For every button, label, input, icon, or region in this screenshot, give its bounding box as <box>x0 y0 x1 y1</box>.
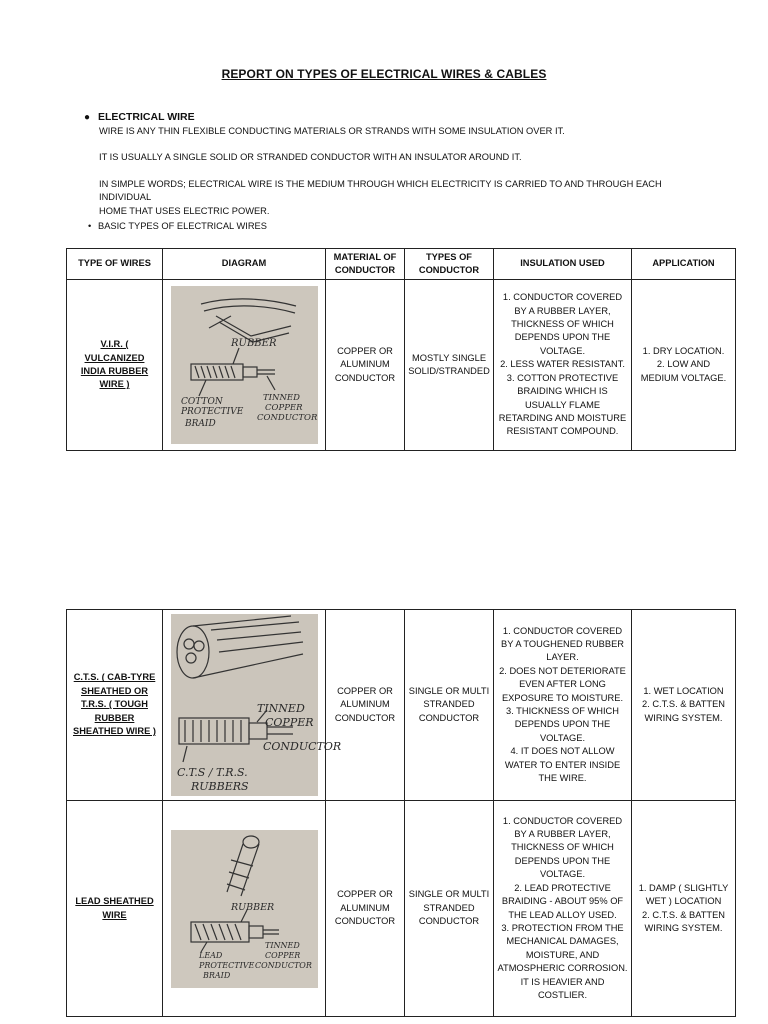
diagram-cell <box>163 801 326 1017</box>
header-diagram: DIAGRAM <box>163 249 326 280</box>
definition-paragraph-3-line-2: HOME THAT USES ELECTRIC POWER. <box>99 205 270 216</box>
diagram-label: CONDUCTOR <box>262 740 341 753</box>
table-row <box>67 280 736 451</box>
wire-types-table-continued <box>66 609 736 1017</box>
wire-name-cell: LEAD SHEATHED WIRE <box>67 801 163 1017</box>
diagram-label: CONDUCTOR <box>256 413 317 423</box>
diagram-label: COPPER <box>264 950 300 960</box>
diagram-label: LEAD <box>198 950 222 960</box>
insulation-cell: 1. CONDUCTOR COVERED BY A TOUGHENED RUBBER LAYER. 2. DOES NOT DETERIORATE EVEN AFTER LONG EXPOSURE TO MOISTURE. 3. THICKNESS OF WHICH DEPENDS UPON THE VOLTAGE. 4. IT DOES NOT ALLOW WATER TO ENTER INSIDE THE WIRE. <box>494 610 632 801</box>
definition-paragraph-2: IT IS USUALLY A SINGLE SOLID OR STRANDED CONDUCTOR WITH AN INSULATOR AROUND IT. <box>99 152 522 162</box>
types-cell: MOSTLY SINGLE SOLID/STRANDED <box>405 280 494 451</box>
basic-types-label: BASIC TYPES OF ELECTRICAL WIRES <box>98 221 267 231</box>
electrical-wire-heading: ELECTRICAL WIRE <box>98 111 195 123</box>
diagram-label: C.T.S / T.R.S. <box>176 766 248 779</box>
definition-paragraph-3-line-1: IN SIMPLE WORDS; ELECTRICAL WIRE IS THE MEDIUM THROUGH WHICH ELECTRICITY IS CARRIED TO AND THROUGH EACH INDIVIDUAL <box>99 178 662 202</box>
wire-name-cell: C.T.S. ( CAB-TYRE SHEATHED OR T.R.S. ( TOUGH RUBBER SHEATHED WIRE ) <box>67 610 163 801</box>
diagram-label: TINNED <box>262 393 300 403</box>
application-cell: 1. DRY LOCATION. 2. LOW AND MEDIUM VOLTAGE. <box>632 280 736 451</box>
definition-paragraph-1: WIRE IS ANY THIN FLEXIBLE CONDUCTING MATERIALS OR STRANDS WITH SOME INSULATION OVER IT. <box>99 125 565 136</box>
header-type-of-wires: TYPE OF WIRES <box>67 249 163 280</box>
diagram-label: TINNED <box>256 702 305 715</box>
electrical-wire-section <box>84 111 714 218</box>
diagram-label: COPPER <box>264 716 314 729</box>
report-title: REPORT ON TYPES OF ELECTRICAL WIRES & CABLES <box>221 67 547 81</box>
wire-types-table <box>66 248 736 451</box>
diagram-label: RUBBERS <box>190 780 249 793</box>
table-row <box>67 801 736 1017</box>
diagram-label: CONDUCTOR <box>254 960 312 970</box>
bullet-icon: ● <box>84 112 91 123</box>
insulation-cell: 1. CONDUCTOR COVERED BY A RUBBER LAYER, THICKNESS OF WHICH DEPENDS UPON THE VOLTAGE. 2. LESS WATER RESISTANT. 3. COTTON PROTECTIVE BRAIDING WHICH IS USUALLY FLAME RETARDING AND MOISTURE RESISTANT COMPOUND. <box>494 280 632 451</box>
header-material: MATERIAL OF CONDUCTOR <box>326 249 405 280</box>
diagram-label: TINNED <box>264 940 300 950</box>
diagram-cell <box>163 610 341 801</box>
application-cell: 1. DAMP ( SLIGHTLY WET ) LOCATION 2. C.T.S. & BATTEN WIRING SYSTEM. <box>632 801 736 1017</box>
electrical-wire-heading-row <box>84 111 714 125</box>
diagram-label: PROTECTIVE <box>198 960 254 970</box>
insulation-cell: 1. CONDUCTOR COVERED BY A RUBBER LAYER, THICKNESS OF WHICH DEPENDS UPON THE VOLTAGE. 2. LEAD PROTECTIVE BRAIDING - ABOUT 95% OF THE LEAD ALLOY USED. 3. PROTECTION FROM THE MECHANICAL DAMAGES, MOISTURE, AND ATMOSPHERIC CORROSION. IT IS HEAVIER AND COSTLIER. <box>494 801 632 1017</box>
application-cell: 1. WET LOCATION 2. C.T.S. & BATTEN WIRING SYSTEM. <box>632 610 736 801</box>
small-bullet-icon: • <box>88 221 92 231</box>
diagram-cell <box>163 280 326 451</box>
diagram-label: RUBBER <box>230 901 274 913</box>
diagram-label: BRAID <box>184 419 216 429</box>
types-cell: SINGLE OR MULTI STRANDED CONDUCTOR <box>405 610 494 801</box>
table-row <box>67 610 736 801</box>
material-cell: COPPER OR ALUMINUM CONDUCTOR <box>326 280 405 451</box>
table-header-row <box>67 249 736 280</box>
vir-wire-diagram-image <box>171 286 318 444</box>
material-cell: COPPER OR ALUMINUM CONDUCTOR <box>326 610 405 801</box>
lead-sheathed-wire-diagram-image <box>171 830 318 988</box>
header-application: APPLICATION <box>632 249 736 280</box>
diagram-label: COPPER <box>264 403 303 413</box>
diagram-label: BRAID <box>202 970 230 980</box>
header-insulation: INSULATION USED <box>494 249 632 280</box>
material-cell: COPPER OR ALUMINUM CONDUCTOR <box>326 801 405 1017</box>
header-types-of-conductor: TYPES OF CONDUCTOR <box>405 249 494 280</box>
diagram-label: RUBBER <box>230 338 276 349</box>
wire-name-cell: V.I.R. ( VULCANIZED INDIA RUBBER WIRE ) <box>67 280 163 451</box>
types-cell: SINGLE OR MULTI STRANDED CONDUCTOR <box>405 801 494 1017</box>
cts-trs-wire-diagram-image <box>171 614 341 796</box>
diagram-label: PROTECTIVE <box>180 407 243 417</box>
basic-types-bullet <box>88 221 267 231</box>
diagram-label: COTTON <box>180 397 223 407</box>
